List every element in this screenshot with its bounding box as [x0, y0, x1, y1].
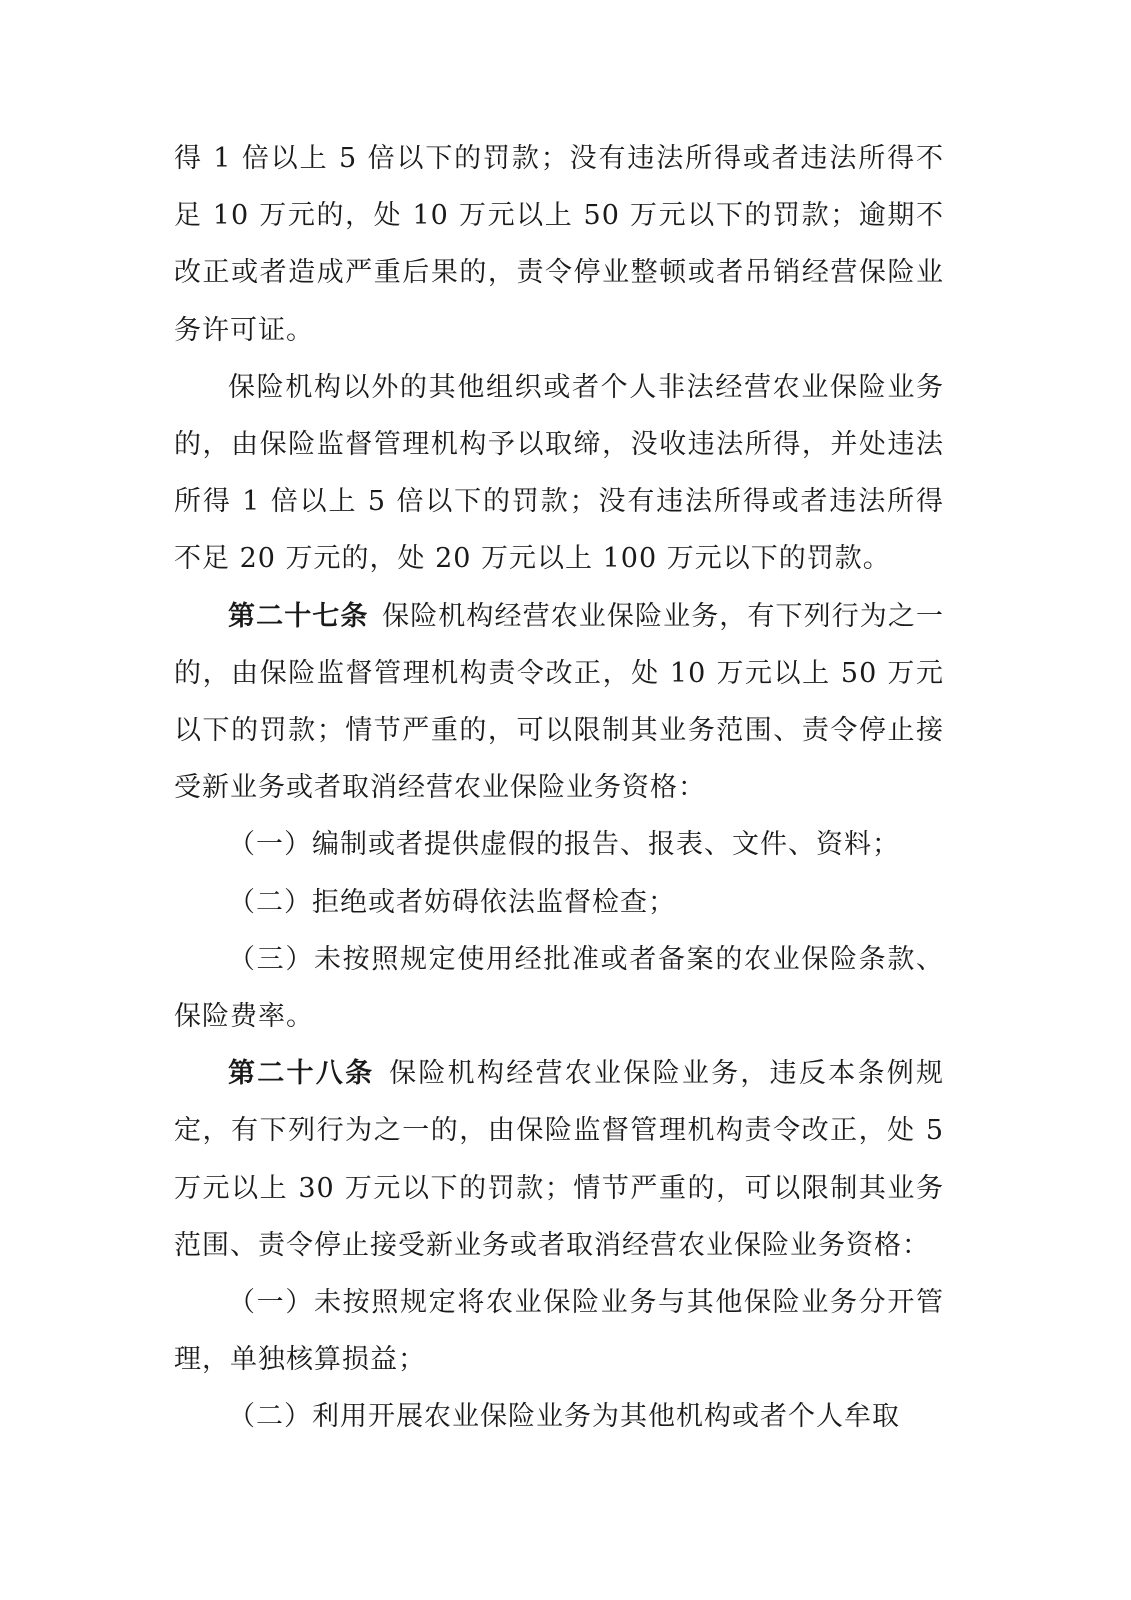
item-text: （一）未按照规定将农业保险业务与其他保险业务分开管理，单独核算损益；: [174, 1287, 944, 1376]
article-28: [174, 1045, 944, 1274]
article-27-item-2: [174, 874, 944, 931]
paragraph-text: 得 1 倍以上 5 倍以下的罚款；没有违法所得或者违法所得不足 10 万元的，处 10 万元以上 50 万元以下的罚款；逾期不改正或者造成严重后果的，责令停业整顿或者吊销经营保险业务许可证。: [174, 143, 944, 346]
paragraph-text: 保险机构以外的其他组织或者个人非法经营农业保险业务的，由保险监督管理机构予以取缔，没收违法所得，并处违法所得 1 倍以上 5 倍以下的罚款；没有违法所得或者违法所得不足 20 万元的，处 20 万元以上 100 万元以下的罚款。: [174, 371, 944, 575]
article-27-item-3: [174, 931, 944, 1045]
document-body: [174, 130, 944, 1446]
article-text: 保险机构经营农业保险业务，违反本条例规定，有下列行为之一的，由保险监督管理机构责令改正，处 5 万元以上 30 万元以下的罚款；情节严重的，可以限制其业务范围、责令停止接受新业务或者取消经营农业保险业务资格：: [174, 1058, 945, 1261]
article-heading: 第二十八条: [228, 1058, 375, 1090]
item-text: （二）利用开展农业保险业务为其他机构或者个人牟取: [228, 1401, 900, 1433]
article-28-item-2: [174, 1388, 944, 1445]
item-text: （二）拒绝或者妨碍依法监督检查；: [228, 886, 676, 918]
article-text: 保险机构经营农业保险业务，有下列行为之一的，由保险监督管理机构责令改正，处 10 万元以上 50 万元以下的罚款；情节严重的，可以限制其业务范围、责令停止接受新业务或者取消经营农业保险业务资格：: [174, 600, 944, 804]
continuation-paragraph: [174, 130, 944, 359]
article-27-item-1: [174, 816, 944, 873]
article-27: [174, 588, 944, 817]
article-heading: 第二十七条: [228, 600, 369, 632]
item-text: （三）未按照规定使用经批准或者备案的农业保险条款、保险费率。: [174, 943, 944, 1033]
article-28-item-1: [174, 1274, 944, 1388]
item-text: （一）编制或者提供虚假的报告、报表、文件、资料；: [228, 829, 900, 861]
paragraph-illegal-operation: [174, 359, 944, 588]
